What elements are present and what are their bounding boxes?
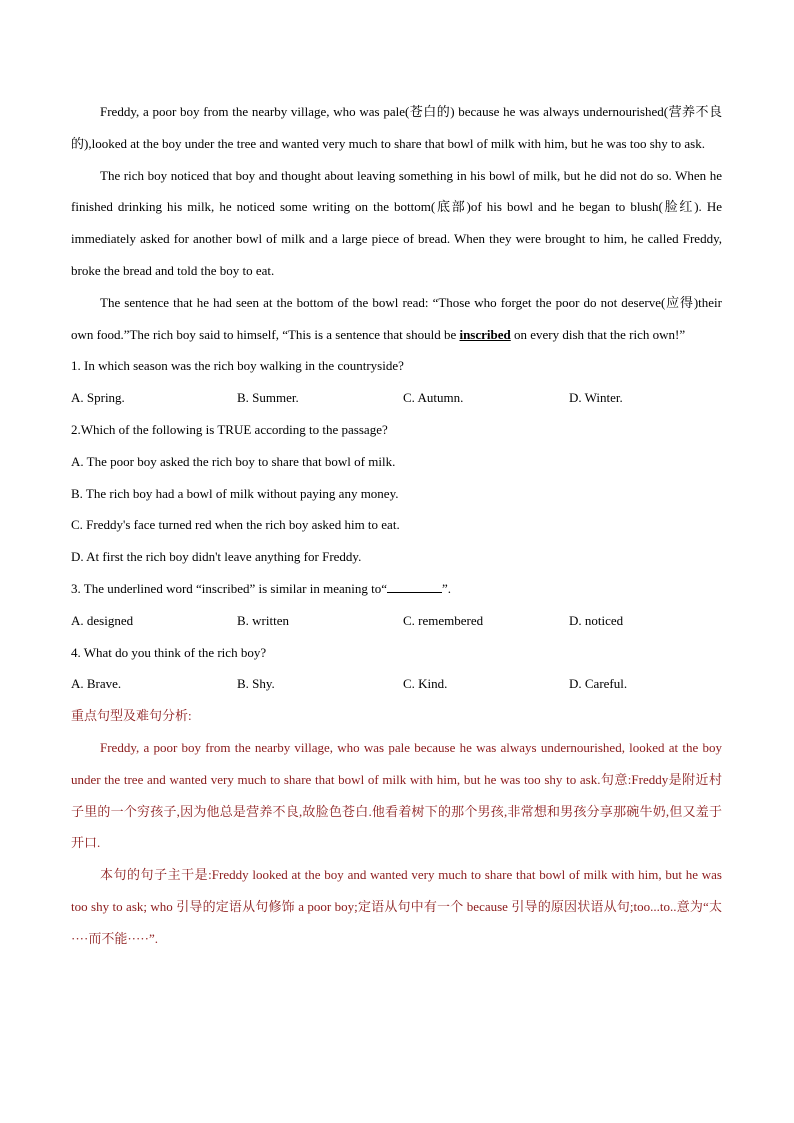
question-2-option-d: D. At first the rich boy didn't leave anything for Freddy. [71,549,362,565]
question-3-option-c: C. remembered [403,612,484,628]
question-4-option-c: C. Kind. [403,676,448,692]
analysis-paragraph-1: Freddy, a poor boy from the nearby village, who was pale because he was always undernourished, looked at the boy under the tree and wanted very much to share that bowl of milk with him, but he was too shy to ask.句意:Freddy是附近村子里的一个穷孩子,因为他总是营养不良,故脸色苍白.他看着树下的那个男孩,非常想和男孩分享那碗牛奶,但又羞于开口. [71,739,722,851]
question-3-option-d: D. noticed [569,612,624,628]
question-1-options [71,382,722,414]
passage-paragraph-2: The rich boy noticed that boy and thought about leaving something in his bowl of milk, but he did not do so. When he finished drinking his milk, he noticed some writing on the bottom(底部)of his bowl and he began to blush(脸红). He immediately asked for another bowl of milk and a large piece of bread. When they were brought to him, he called Freddy, broke the bread and told the boy to eat. [71,167,722,278]
passage-paragraph-3 [71,287,722,351]
question-2-stem: 2.Which of the following is TRUE according to the passage? [71,421,388,437]
question-3-stem-after: ”. [442,580,452,596]
question-2-option-a: A. The poor boy asked the rich boy to share that bowl of milk. [71,453,396,469]
answer-blank [387,580,442,593]
question-1-option-c: C. Autumn. [403,390,464,406]
question-1-option-b: B. Summer. [237,390,299,406]
question-3-stem [71,573,722,605]
question-2-option-b: B. The rich boy had a bowl of milk without paying any money. [71,485,399,501]
question-4-options [71,668,722,700]
question-1-stem: 1. In which season was the rich boy walking in the countryside? [71,358,404,374]
question-3-stem-before: 3. The underlined word “inscribed” is similar in meaning to“ [71,580,388,596]
question-4-option-b: B. Shy. [237,676,275,692]
passage-paragraph-1: Freddy, a poor boy from the nearby village, who was pale(苍白的) because he was always undernourished(营养不良的),looked at the boy under the tree and wanted very much to share that bowl of milk with him, but he was too shy to ask. [71,104,722,151]
question-4-option-a: A. Brave. [71,676,122,692]
passage-paragraph-3-text-before: The sentence that he had seen at the bottom of the bowl read: “Those who forget the poor do not deserve(应得)their own food.”The rich boy said to himself, “This is a sentence that should be [71,294,722,342]
question-3-option-b: B. written [237,612,289,628]
keyword-inscribed: inscribed [459,326,511,342]
question-3-option-a: A. designed [71,612,134,628]
analysis-paragraph-2: 本句的句子主干是:Freddy looked at the boy and wanted very much to share that bowl of milk with him, but he was too shy to ask; who 引导的定语从句修饰 a poor boy;定语从句中有一个 because 引导的原因状语从句;too...to..意为“太····而不能·····”. [71,867,722,946]
question-1-option-a: A. Spring. [71,390,125,406]
passage-paragraph-3-text-after: on every dish that the rich own!” [510,326,686,342]
question-3-options [71,605,722,637]
document-body [71,96,722,955]
question-2-option-c: C. Freddy's face turned red when the rich boy asked him to eat. [71,517,400,533]
question-4-stem: 4. What do you think of the rich boy? [71,644,267,660]
question-4-option-d: D. Careful. [569,676,628,692]
question-1-option-d: D. Winter. [569,390,623,406]
analysis-heading: 重点句型及难句分析: [71,708,192,724]
